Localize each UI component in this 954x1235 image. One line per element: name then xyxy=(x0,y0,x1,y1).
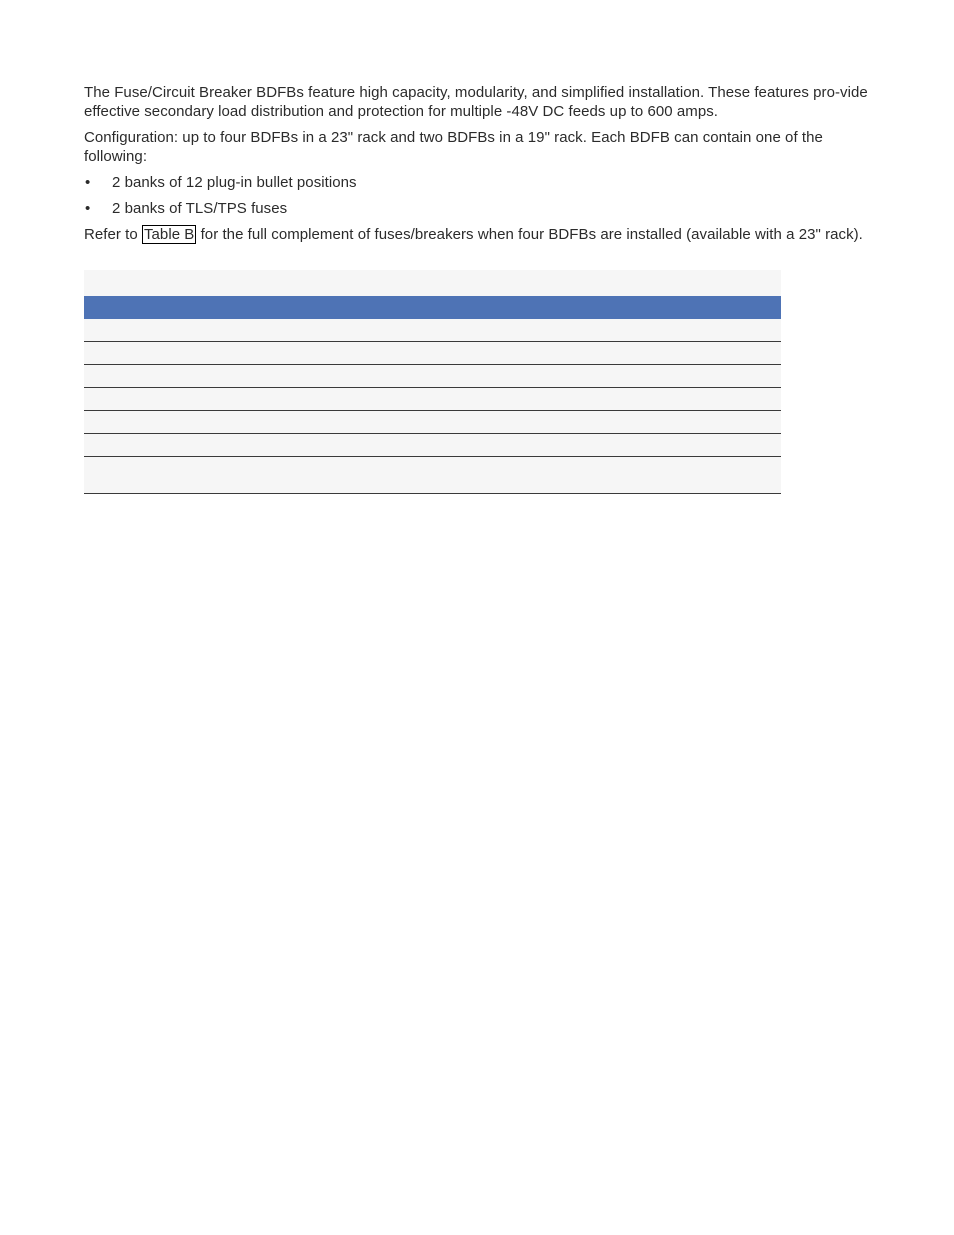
list-item-text: 2 banks of 12 plug-in bullet positions xyxy=(112,174,357,191)
document-body xyxy=(84,83,874,251)
table-row xyxy=(84,342,781,365)
bullet-icon: • xyxy=(85,174,91,191)
list-item xyxy=(84,199,874,218)
table-row xyxy=(84,388,781,411)
table-row xyxy=(84,319,781,342)
intro-paragraph: The Fuse/Circuit Breaker BDFBs feature high capacity, modularity, and simplified installation. These features pro-vide effective secondary load distribution and protection for multiple -48V DC feeds up to 600 amps. xyxy=(84,84,868,120)
bullet-icon: • xyxy=(85,200,91,217)
table-row xyxy=(84,434,781,457)
reference-paragraph xyxy=(84,225,874,244)
table-row xyxy=(84,457,781,494)
table-caption-row xyxy=(84,270,781,296)
fuse-table xyxy=(84,270,781,494)
table-header-row xyxy=(84,296,781,319)
reference-text-before: Refer to xyxy=(84,226,142,243)
bullet-list xyxy=(84,173,874,218)
table-b-link[interactable]: Table B xyxy=(143,226,195,243)
reference-text-after: for the full complement of fuses/breakers when four BDFBs are installed (available with a 23" rack). xyxy=(196,226,863,243)
configuration-paragraph: Configuration: up to four BDFBs in a 23" rack and two BDFBs in a 19" rack. Each BDFB can contain one of the following: xyxy=(84,129,823,165)
table-row xyxy=(84,365,781,388)
list-item xyxy=(84,173,874,192)
list-item-text: 2 banks of TLS/TPS fuses xyxy=(112,200,288,217)
table-row xyxy=(84,411,781,434)
